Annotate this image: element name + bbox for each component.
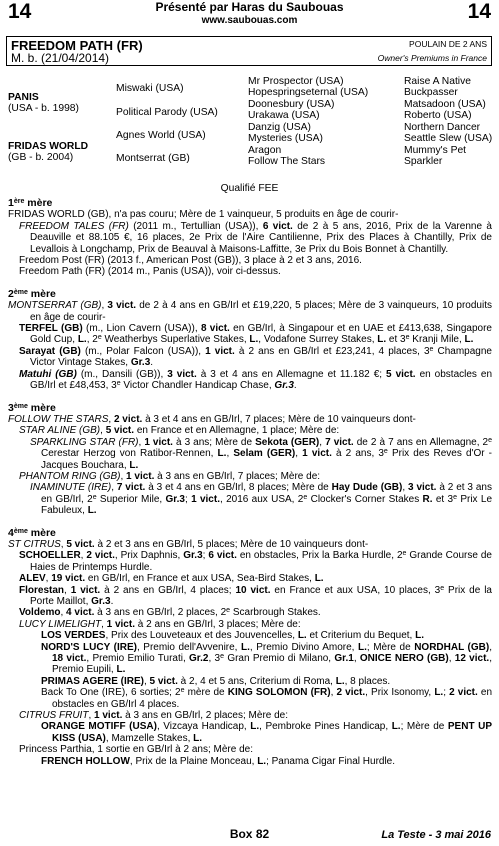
produce-entry: Freedom Path (FR) (2014 m., Panis (USA)), voir ci-dessus. <box>19 266 281 278</box>
horse-title-box <box>6 36 492 66</box>
produce-entry: CITRUS FRUIT, 1 vict. à 3 ans en GB/Irl, 2 places; Mère de: <box>19 710 289 722</box>
produce-entry: FRENCH HOLLOW, Prix de la Plaine Monceau, L.; Panama Cigar Final Hurdle. <box>41 755 396 767</box>
dam-intro: MONTSERRAT (GB), 3 vict. de 2 à 4 ans en GB/Irl et £19,220, 5 places; Mère de 3 vainqueurs, 10 produits en âge de courir- <box>8 300 492 323</box>
produce-entry: Back To One (IRE), 6 sorties; 2e mère de KING SOLOMON (FR), 2 vict., Prix Isonomy, L.; 2 vict. en obstacles en GB/Irl 4 places. <box>41 687 493 710</box>
gen3-ancestor: Follow The Stars <box>248 156 326 167</box>
gen4-ancestor: Sparkler <box>404 156 443 167</box>
produce-entry: PHANTOM RING (GB), 1 vict. à 3 ans en GB/Irl, 7 places; Mère de: <box>19 470 321 482</box>
gen4-ancestor: Seattle Slew (USA) <box>404 133 493 144</box>
page-header <box>0 0 499 26</box>
produce-entry: Princess Parthia, 1 sortie en GB/Irl à 2 ans; Mère de: <box>19 744 253 756</box>
gen4-ancestor: Buckpasser <box>404 87 458 98</box>
horse-description: M. b. (21/04/2014) <box>11 51 110 65</box>
gen2-ancestor: Agnes World (USA) <box>116 130 206 141</box>
produce-entry: Voldemo, 4 vict. à 3 ans en GB/Irl, 2 places, 2e Scarbrough Stakes. <box>19 607 321 619</box>
sire-info: (USA - b. 1998) <box>8 103 79 114</box>
produce-entry: TERFEL (GB) (m., Lion Cavern (USA)), 8 vict. en GB/Irl, à Singapour et en UAE et £413,638, Singapore Gold Cup, L., 2e Weatherbys Superlative Stakes, L., Vodafone Surrey Stakes, L. et 3e Kranji Mile, L. <box>19 323 492 346</box>
presenter: Présenté par Haras du Saubouas <box>155 0 344 14</box>
gen3-ancestor: Aragon <box>248 145 282 156</box>
produce-entry: LOS VERDES, Prix des Louveteaux et des Jouvencelles, L. et Criterium du Bequet, L. <box>41 630 424 642</box>
pedigree-table <box>8 74 494 174</box>
gen4-ancestor: Roberto (USA) <box>404 110 472 121</box>
horse-type: POULAIN DE 2 ANS <box>409 39 487 49</box>
section-heading-third-dam: 3ème mère <box>8 401 56 414</box>
lot-number-right: 14 <box>467 0 491 23</box>
horse-name: FREEDOM PATH (FR) <box>11 38 143 53</box>
catalogue-body <box>8 195 492 767</box>
produce-entry: ALEV, 19 vict. en GB/Irl, en France et aux USA, Sea-Bird Stakes, L. <box>19 573 324 585</box>
sale-venue-date: La Teste - 3 mai 2016 <box>381 829 491 841</box>
box-number: Box 82 <box>229 827 270 841</box>
sire-name: PANIS <box>8 92 39 103</box>
gen3-ancestor: Urakawa (USA) <box>248 110 320 121</box>
gen4-ancestor: Northern Dancer <box>404 122 481 133</box>
qualification: Qualifié FEE <box>220 183 279 194</box>
section-heading-second-dam: 2ème mère <box>8 287 56 300</box>
produce-entry: ORANGE MOTIFF (USA), Vizcaya Handicap, L., Pembroke Pines Handicap, L.; Mère de PENT UP KISS (USA), Mamzelle Stakes, L. <box>41 721 492 744</box>
produce-entry: Sarayat (GB) (m., Polar Falcon (USA)), 1 vict. à 2 ans en GB/Irl et £23,241, 4 places, 3e Champagne Victor Vintage Stakes, Gr.3. <box>19 345 492 369</box>
gen2-ancestor: Montserrat (GB) <box>116 153 190 164</box>
produce-entry: FREEDOM TALES (FR) (2011 m., Tertullian (USA)), 6 vict. de 2 à 5 ans, 2016, Prix de la Varenne à Deauville et 88.105 €, 16 places, 2e Prix de l'Aire Cantilienne, Prix des Places à Chantilly, Prix de Levallois à Longchamp, Prix de Beauval à Maisons-Laffitte, 3e Prix du Bois Bonnet à Chantilly. <box>19 220 492 255</box>
owners-premiums: Owner's Premiums in France <box>377 53 487 63</box>
produce-entry: STAR ALINE (GB), 5 vict. en France et en Allemagne, 1 place; Mère de: <box>19 425 340 437</box>
dam-intro: FRIDAS WORLD (GB), n'a pas couru; Mère de 1 vainqueur, 5 produits en âge de courir- <box>8 209 399 221</box>
produce-entry: Freedom Post (FR) (2013 f., American Post (GB)), 3 place à 2 et 3 ans, 2016. <box>19 255 362 267</box>
gen2-ancestor: Political Parody (USA) <box>116 107 218 118</box>
produce-entry: PRIMAS AGERE (IRE), 5 vict. à 2, 4 et 5 ans, Criterium di Roma, L., 8 places. <box>41 675 391 687</box>
gen3-ancestor: Mr Prospector (USA) <box>248 76 344 87</box>
gen2-ancestor: Miswaki (USA) <box>116 83 184 94</box>
dam-name: FRIDAS WORLD <box>8 141 89 152</box>
section-heading-first-dam: 1ère mère <box>8 197 53 209</box>
gen3-ancestor: Mysteries (USA) <box>248 133 323 144</box>
produce-entry: Matuhi (GB) (m., Dansili (GB)), 3 vict. à 3 et 4 ans en Allemagne et 11.182 €; 5 vict. en obstacles en GB/Irl et £48,453, 3e Victor Chandler Handicap Chase, Gr.3. <box>19 368 493 392</box>
page-footer <box>0 828 499 844</box>
gen3-ancestor: Hopespringseternal (USA) <box>248 87 369 98</box>
produce-entry: LUCY LIMELIGHT, 1 vict. à 2 ans en GB/Irl, 3 places; Mère de: <box>19 618 301 630</box>
produce-entry: INAMINUTE (IRE), 7 vict. à 3 et 4 ans en GB/Irl, 8 places; Mère de Hay Dude (GB), 3 vict. à 2 et 3 ans en GB/Irl, 2e Superior Mile, Gr.3; 1 vict., 2016 aux USA, 2e Clocker's Corner Stakes R. et 3e Prix Le Fabuleux, L. <box>30 482 493 517</box>
gen4-ancestor: Raise A Native <box>404 76 471 87</box>
lot-number: 14 <box>8 0 32 23</box>
produce-entry: Florestan, 1 vict. à 2 ans en GB/Irl, 4 places; 10 vict. en France et aux USA, 10 places, 3e Prix de la Porte Maillot, Gr.3. <box>19 584 492 607</box>
dam-info: (GB - b. 2004) <box>8 152 74 163</box>
dam-intro: ST CITRUS, 5 vict. à 2 et 3 ans en GB/Irl, 5 places; Mère de 10 vainqueurs dont- <box>8 538 369 550</box>
produce-entry: NORD'S LUCY (IRE), Premio dell'Avvenire, L., Premio Divino Amore, L.; Mère de NORDHAL (GB), 18 vict., Premio Emilio Turati, Gr.2, 3e Gran Premio di Milano, Gr.1, ONICE NERO (GB), 12 vict., Premio Eupili, L. <box>41 641 492 676</box>
gen4-ancestor: Mummy's Pet <box>404 145 467 156</box>
produce-entry: SCHOELLER, 2 vict., Prix Daphnis, Gr.3; 6 vict. en obstacles, Prix la Barka Hurdle, 2e Grande Course de Haies de Printemps Hurdle. <box>19 550 492 573</box>
gen3-ancestor: Doonesbury (USA) <box>248 99 335 110</box>
website-link[interactable]: www.saubouas.com <box>201 15 298 26</box>
gen3-ancestor: Danzig (USA) <box>248 122 311 133</box>
produce-entry: SPARKLING STAR (FR), 1 vict. à 3 ans; Mère de Sekota (GER), 7 vict. de 2 à 7 ans en Allemagne, 2e Cerestar Herzog von Ratibor-Rennen, L., Selam (GER), 1 vict. à 2 ans, 3e Prix des Reves d'Or - Jacques Bouchara, L. <box>30 436 493 471</box>
section-heading-fourth-dam: 4ème mère <box>8 526 56 539</box>
dam-intro: FOLLOW THE STARS, 2 vict. à 3 et 4 ans en GB/Irl, 7 places; Mère de 10 vainqueurs dont- <box>8 413 416 425</box>
gen4-ancestor: Matsadoon (USA) <box>404 99 486 110</box>
